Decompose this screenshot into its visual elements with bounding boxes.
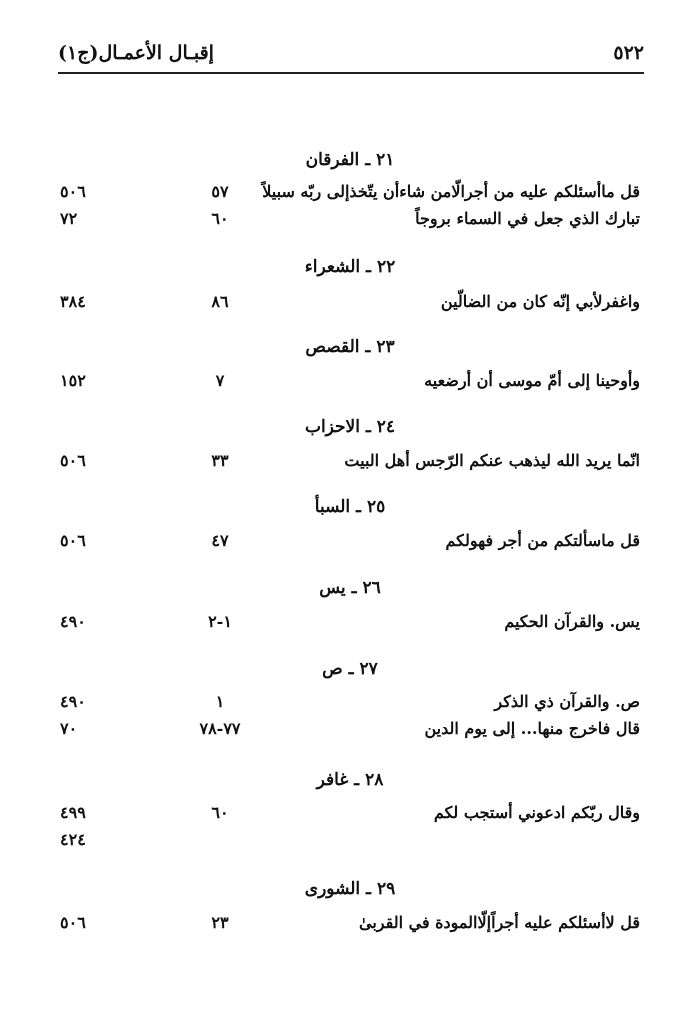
ayah-number: ١ (215, 692, 225, 711)
ayah-number: ٧٧-٧٨ (199, 719, 241, 738)
index-row (0, 371, 700, 399)
section-title: ٢٣ ـ القصص (305, 337, 395, 357)
page-reference: ٧٠ (60, 719, 78, 738)
verse-text: انّما يريد الله ليذهب عنكم الرّجس أهل البيت (344, 451, 640, 470)
page-reference: ٤٩٠ (60, 692, 86, 711)
verse-text: يس. والقرآن الحكيم (504, 612, 640, 631)
verse-text: قل ماسألتكم من أجر فهولكم (445, 531, 640, 550)
page-reference: ٥٠٦ (60, 531, 86, 550)
running-title: إقبـال الأعمـال(ج١) (58, 42, 214, 64)
page-reference: ٧٢ (60, 209, 78, 228)
verse-text: وأوحينا إلى أمّ موسى أن أرضعيه (424, 371, 640, 390)
ayah-number: ٧ (215, 371, 225, 390)
page-header (58, 38, 644, 68)
page-number: ٥٢٢ (613, 42, 644, 64)
index-row (0, 451, 700, 479)
page-reference: ٥٠٦ (60, 182, 86, 201)
ayah-number: ٤٧ (211, 531, 229, 550)
index-row (0, 803, 700, 831)
verse-text: قل لاأسئلكم عليه أجراًإلّاالمودة في القربىٰ (359, 913, 640, 932)
ayah-number: ٦٠ (211, 803, 229, 822)
verse-text: قل ماأسئلكم عليه من أجرالّامن شاءأن يتّخذإلى ربّه سبيلاً (262, 182, 640, 201)
page-reference: ٤٩٩ (60, 803, 86, 822)
page-reference: ٣٨٤ (60, 292, 86, 311)
verse-text: تبارك الذي جعل في السماء بروجاً (415, 209, 640, 228)
section-title: ٢٦ ـ يس (319, 578, 381, 598)
section-title: ٢٩ ـ الشورى (304, 879, 396, 899)
header-rule (58, 72, 644, 74)
verse-text: ص. والقرآن ذي الذكر (494, 692, 640, 711)
verse-text: قال فاخرج منها... إلى يوم الدين (424, 719, 640, 738)
section-title: ٢٨ ـ غافر (316, 770, 384, 790)
ayah-number: ٢٣ (211, 913, 229, 932)
index-row (0, 913, 700, 941)
page-reference: ٤٩٠ (60, 612, 86, 631)
index-row (0, 531, 700, 559)
ayah-number: ٥٧ (211, 182, 229, 201)
section-title: ٢٢ ـ الشعراء (304, 257, 396, 277)
ayah-number: ١-٢ (208, 612, 232, 631)
index-row (0, 830, 700, 858)
page-reference: ٥٠٦ (60, 451, 86, 470)
section-title: ٢٧ ـ ص (322, 659, 378, 679)
page-reference: ٥٠٦ (60, 913, 86, 932)
index-row (0, 292, 700, 320)
section-title: ٢١ ـ الفرقان (305, 150, 395, 170)
index-row (0, 719, 700, 747)
ayah-number: ٨٦ (211, 292, 229, 311)
index-row (0, 612, 700, 640)
page-reference: ١٥٢ (60, 371, 86, 390)
ayah-number: ٣٣ (211, 451, 229, 470)
page-reference: ٤٢٤ (60, 830, 86, 849)
verse-text: واغفرلأبي إنّه كان من الضالّين (440, 292, 640, 311)
section-title: ٢٤ ـ الاحزاب (304, 417, 396, 437)
index-row (0, 209, 700, 237)
ayah-number: ٦٠ (211, 209, 229, 228)
verse-text: وقال ربّكم ادعوني أستجب لكم (433, 803, 640, 822)
section-title: ٢٥ ـ السبأ (314, 497, 386, 517)
index-row (0, 182, 700, 210)
index-row (0, 692, 700, 720)
